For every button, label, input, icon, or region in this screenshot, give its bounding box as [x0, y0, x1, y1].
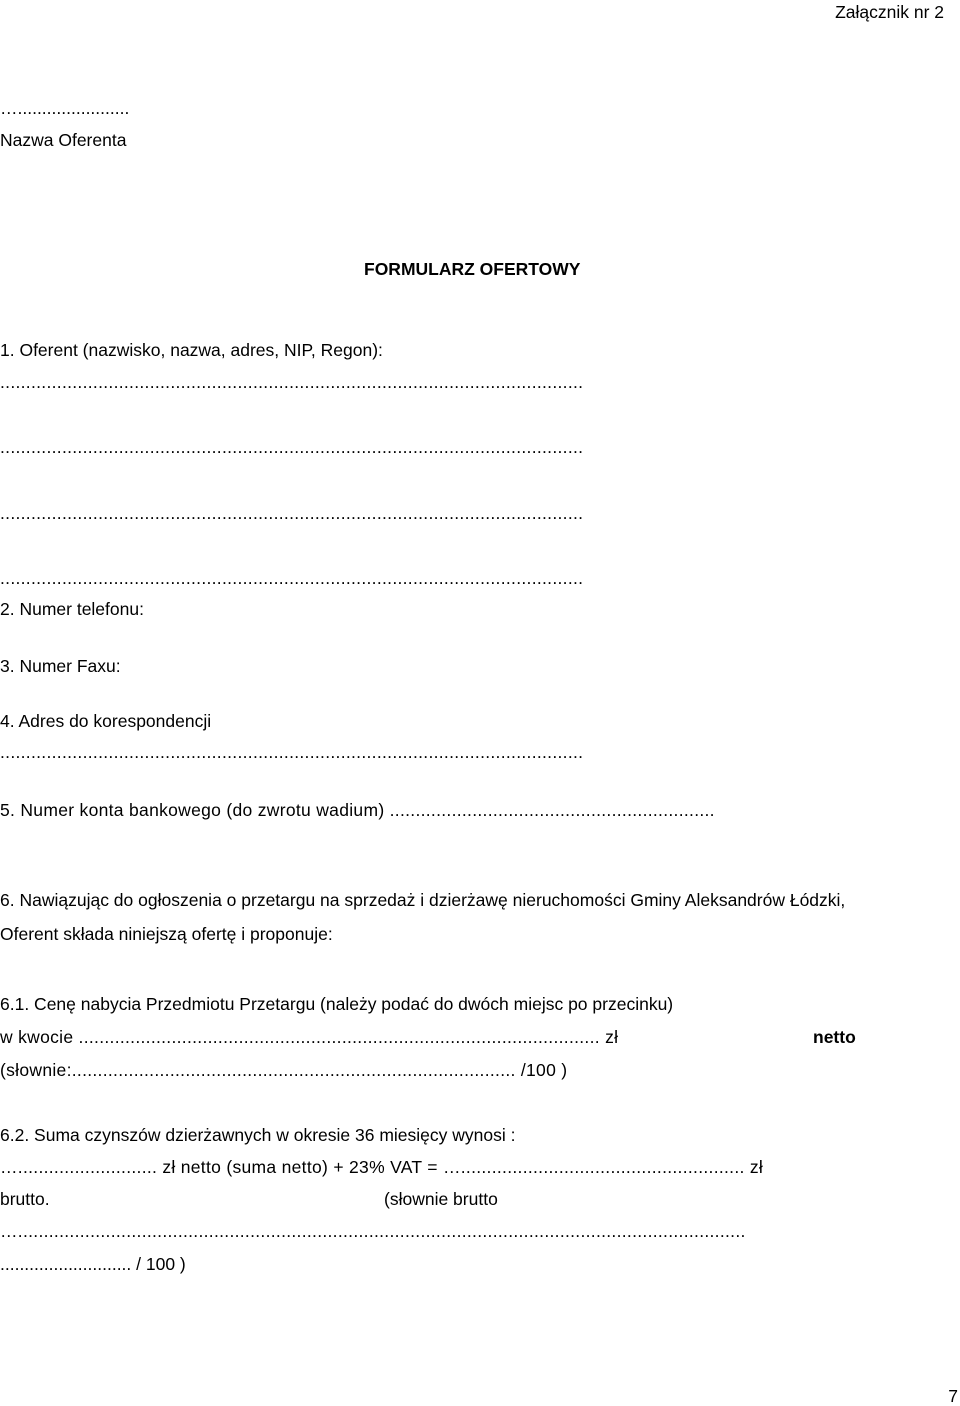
form-title: FORMULARZ OFERTOWY: [364, 259, 581, 279]
item1-label: 1. Oferent (nazwisko, nazwa, adres, NIP, Regon):: [0, 340, 383, 360]
item4-dots-line: .................................................................................................................: [0, 742, 584, 762]
bidder-name-dots: ….......................: [0, 98, 130, 118]
item6-line-2: Oferent składa niniejszą ofertę i proponuje:: [0, 924, 333, 944]
item6-1-line-1: 6.1. Cenę nabycia Przedmiotu Przetargu (należy podać do dwóch miejsc po przecinku): [0, 994, 674, 1014]
item6-2-dots-line: ….............................................................................................................................................: [0, 1221, 746, 1241]
item5-label: 5. Numer konta bankowego (do zwrotu wadium) ...............................................................: [0, 800, 715, 820]
item4-label: 4. Adres do korespondencji: [0, 711, 212, 731]
item1-dots-line-4: .................................................................................................................: [0, 568, 584, 588]
netto-bold-text: netto: [813, 1027, 856, 1047]
item1-dots-line-1: .................................................................................................................: [0, 372, 584, 392]
item6-2-end: ........................... / 100 ): [0, 1254, 186, 1274]
item6-line-1: 6. Nawiązując do ogłoszenia o przetargu na sprzedaż i dzierżawę nieruchomości Gminy Aleksandrów Łódzki,: [0, 890, 846, 910]
bidder-name-label: Nazwa Oferenta: [0, 130, 127, 150]
item6-1-words-line: (słownie:...................................................................................... /100 ): [0, 1060, 568, 1080]
page-number: 7: [948, 1386, 958, 1406]
item6-1-netto: [813, 1027, 856, 1047]
item6-2-brutto: brutto.: [0, 1189, 50, 1209]
item2-label: 2. Numer telefonu:: [0, 599, 144, 619]
item6-2-line-2: …........................... zł netto (suma netto) + 23% VAT = …....................................................... zł: [0, 1157, 764, 1177]
item6-1-amount-line: w kwocie ..................................................................................................... zł: [0, 1027, 619, 1047]
item3-label: 3. Numer Faxu:: [0, 656, 121, 676]
attachment-label: Załącznik nr 2: [835, 2, 944, 22]
item6-2-words-label: (słownie brutto: [384, 1189, 498, 1209]
item1-dots-line-2: .................................................................................................................: [0, 437, 584, 457]
item6-2-line-1: 6.2. Suma czynszów dzierżawnych w okresie 36 miesięcy wynosi :: [0, 1125, 516, 1145]
item1-dots-line-3: .................................................................................................................: [0, 503, 584, 523]
